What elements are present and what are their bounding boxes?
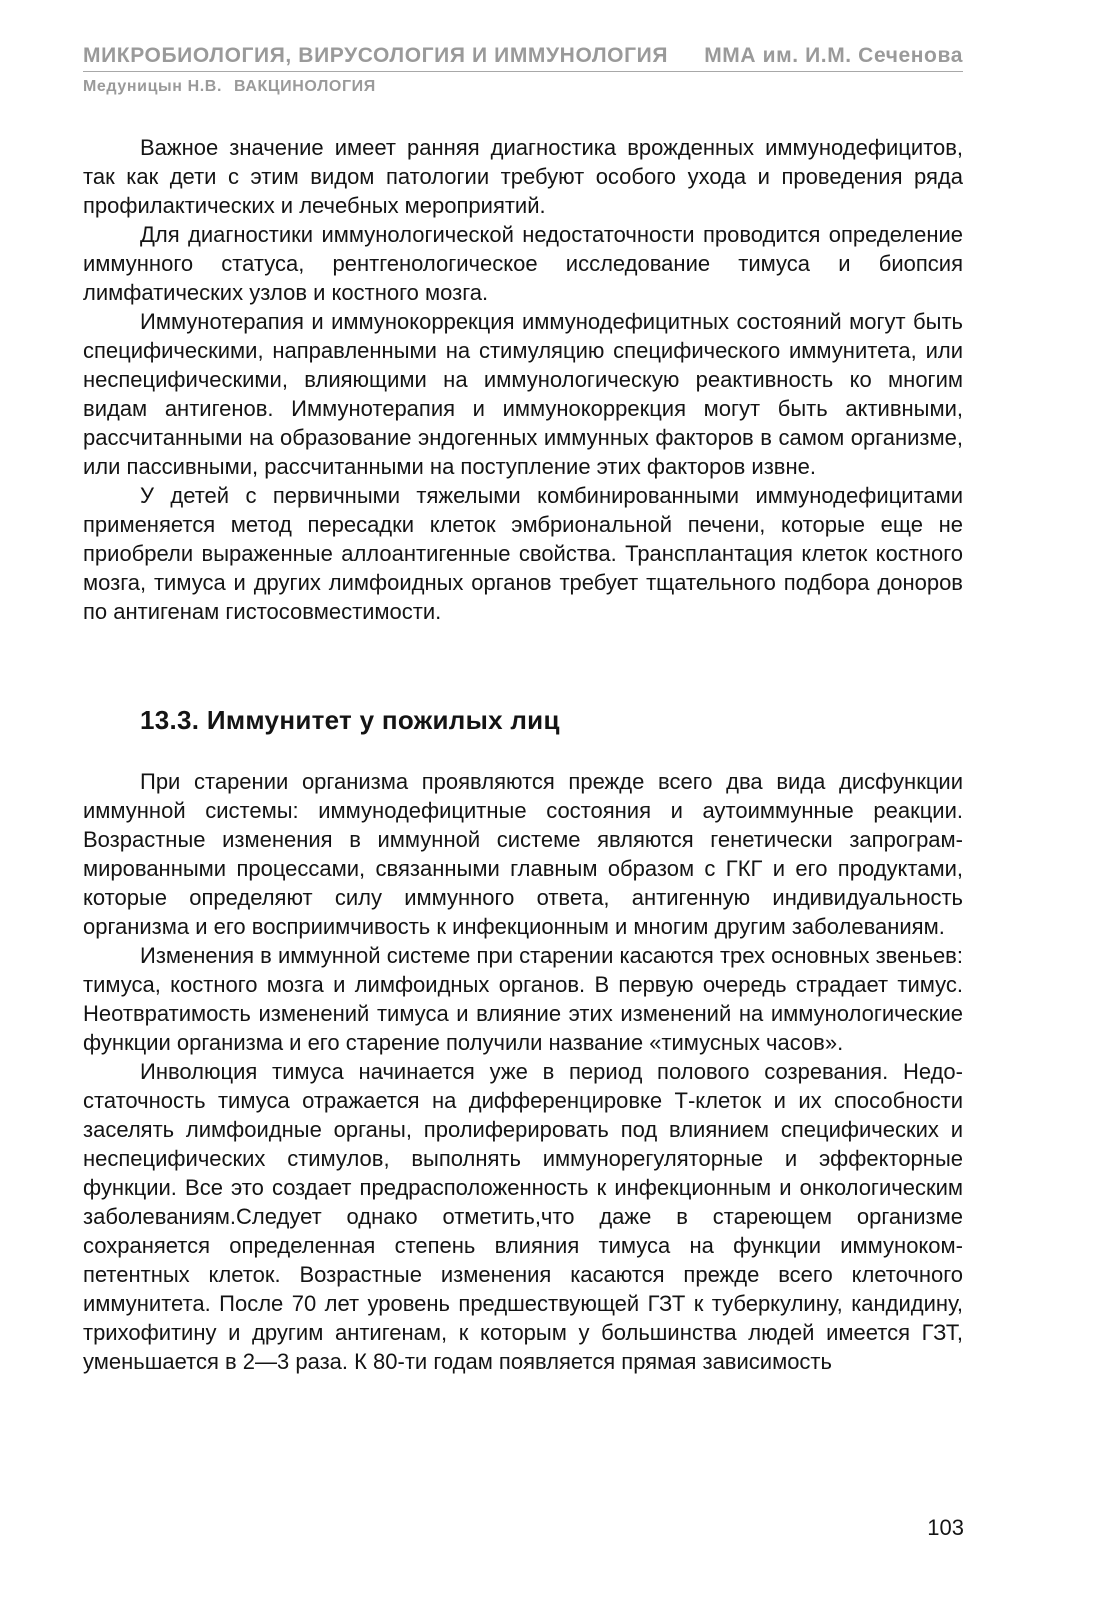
header-author: Медуницын Н.В. — [83, 78, 222, 95]
paragraph: Изменения в иммунной системе при старении касаются трех основных звеньев: тимуса, костного мозга и лимфоидных органов. В первую очередь страдает тимус. Неотвратимость изменений тимуса и влияние этих изменений на иммунологические функции организма и его старение получили название «тимусных часов». — [83, 943, 963, 1055]
paragraph: У детей с первичными тяжелыми комбинированными иммунодефицитами применяется метод пересадки клеток эмбриональной печени, которые еще не приобрели выраженные аллоантигенные свойства. Трансплантация клеток костного мозга, тимуса и других лимфоидных органов требует тщательного подбора доноров по антигенам гистосовместимости. — [83, 483, 963, 624]
page-number: 103 — [927, 1515, 964, 1540]
paragraph: Для диагностики иммунологической недостаточности проводится определение иммунного статуса, рентгенологическое исследование тимуса и биопсия лимфатических узлов и костного мозга. — [83, 222, 963, 305]
paragraph: При старении организма проявляются прежде всего два вида дисфункции иммунной системы: иммунодефицитные состояния и аутоиммунные реакции. Возрастные изменения в иммунной системе являются генетически запрограммированными процессами, связанными главным образом с ГКГ и его продуктами, которые определяют силу иммунного ответа, антигенную индивидуальность организма и его восприимчивость к инфекционным и многим другим заболеваниям. — [83, 769, 963, 939]
header-chapter-book: ВАКЦИНОЛОГИЯ — [234, 78, 376, 95]
text-block-before-section — [83, 133, 963, 626]
header-publisher: ММА им. И.М. Сеченова — [704, 44, 963, 67]
section-heading: 13.3. Иммунитет у пожилых лиц — [140, 705, 560, 735]
paragraph: Инволюция тимуса начинается уже в период полового созревания. Недостаточность тимуса отражается на дифференцировке Т-клеток и их способности заселять лимфоидные органы, пролиферировать под влиянием специфических и неспецифических стимулов, выполнять иммунорегуляторные и эффекторные функции. Все это создает предрасположенность к инфекционным и онкологическим заболеваниям.Следует однако отметить,что даже в стареющем организме сохраняется определенная степень влияния тимуса на функции иммунокомпетентных клеток. Возрастные изменения касаются прежде всего клеточного иммунитета. После 70 лет уровень предшествующей ГЗТ к туберкулину, кандидину, трихофитину и другим антигенам, к которым у большинства людей имеется ГЗТ, уменьшается в 2—3 раза. К 80-ти годам появляется прямая зависимость — [83, 1059, 963, 1374]
paragraph: Иммунотерапия и иммунокоррекция иммунодефицитных состояний могут быть специфическими, направленными на стимуляцию специфического иммунитета, или неспецифическими, влияющими на иммунологическую реактивность ко многим видам антигенов. Иммунотерапия и иммунокоррекция могут быть активными, рассчитанными на образование эндогенных иммунных факторов в самом организме, или пассивными, рассчитанными на поступление этих факторов извне. — [83, 309, 963, 479]
text-block-after-section — [83, 767, 963, 1376]
header-bottom-line — [83, 78, 963, 96]
header-top-line — [83, 44, 963, 72]
header-book-title: МИКРОБИОЛОГИЯ, ВИРУСОЛОГИЯ И ИММУНОЛОГИЯ — [83, 44, 669, 67]
running-header — [83, 44, 963, 96]
paragraph: Важное значение имеет ранняя диагностика врожденных иммунодефицитов, так как дети с этим видом патологии требуют особого ухода и проведения ряда профилактических и лечебных мероприятий. — [83, 135, 963, 218]
